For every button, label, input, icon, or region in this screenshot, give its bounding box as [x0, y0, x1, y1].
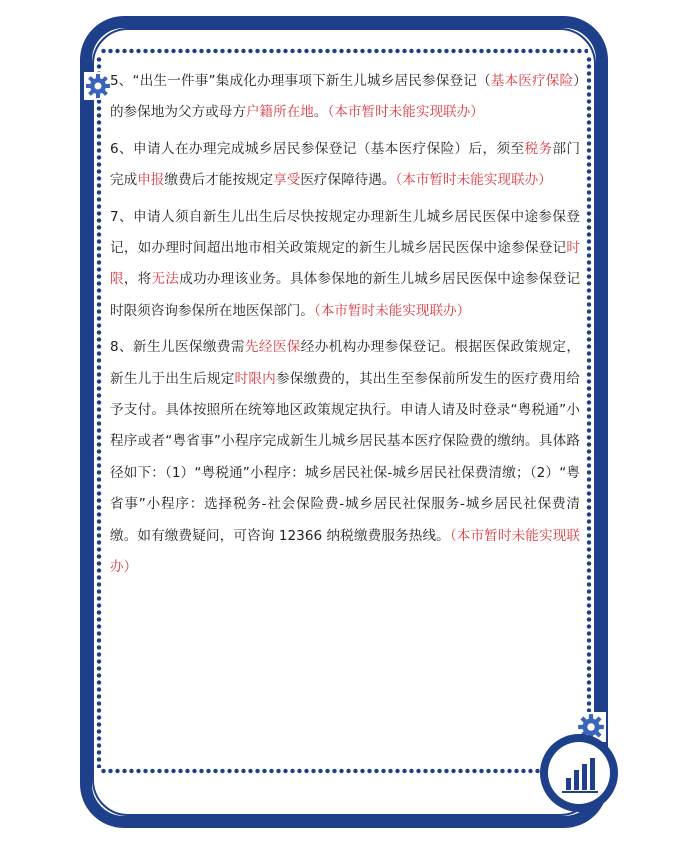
dotted-border-left — [96, 56, 102, 768]
highlight-text: 无法 — [151, 271, 180, 288]
body-text: 8、新生儿医保缴费需 — [110, 339, 245, 356]
highlight-text: （本市暂时未能实现联办） — [110, 527, 580, 576]
dotted-border-top — [100, 48, 588, 54]
paragraph-item-5 — [110, 66, 580, 129]
body-text: 参保缴费的，其出生至参保前所发生的医疗费用给予支付。具体按照所在统筹地区政策规定执行。申请人请及时登录“粤税通”小程序或者“粤省事”小程序完成新生儿城乡居民基本医疗保险费的缴纳。具体路径如下：（1）“粤税通”小程序：城乡居民社保-城乡居民社保费清缴；（2）“粤省事”小程序：选择税务-社会保险费-城乡居民社保服务-城乡居民社保费清缴。如有缴费疑问，可咨询 12366 纳税缴费服务热线。 — [110, 370, 581, 544]
highlight-text: 时限 — [110, 240, 580, 288]
highlight-text: （本市暂时未能实现联办） — [327, 104, 484, 121]
body-text: 部门完成 — [110, 140, 581, 189]
body-text: 。 — [313, 104, 328, 121]
body-text: 7、申请人须自新生儿出生后尽快按规定办理新生儿城乡居民医保中途参保登记，如办理时间超出地市相关政策规定的新生儿城乡居民医保中途参保登记 — [110, 208, 580, 257]
body-text: ，将 — [123, 271, 152, 288]
paragraph-item-6 — [110, 134, 580, 197]
highlight-text: 时限内 — [234, 370, 276, 387]
paragraph-item-7 — [110, 202, 580, 328]
highlight-text: 享受 — [273, 172, 301, 189]
highlight-text: 税务 — [524, 140, 553, 157]
body-text: 5、“出生一件事”集成化办理事项下新生儿城乡居民参保登记（ — [110, 73, 491, 89]
highlight-text: 户籍所在地 — [245, 104, 314, 121]
body-text: ）的参保地为父方或母方 — [110, 73, 580, 121]
highlight-text: （本市暂时未能实现联办） — [313, 302, 471, 319]
bar-chart-icon — [540, 734, 618, 812]
notice-content — [110, 66, 580, 589]
body-text: 6、申请人在办理完成城乡居民参保登记（基本医疗保险）后，须至 — [110, 140, 525, 157]
highlight-text: 先经医保 — [244, 339, 301, 356]
paragraph-item-8 — [110, 332, 580, 583]
body-text: 医疗保障待遇。 — [300, 172, 396, 189]
body-text: 经办机构办理参保登记。根据医保政策规定，新生儿于出生后规定 — [110, 339, 580, 387]
dotted-border-bottom — [100, 768, 588, 774]
body-text: 缴费后才能按规定 — [164, 172, 274, 189]
dotted-border-right — [586, 56, 592, 768]
highlight-text: （本市暂时未能实现联办） — [395, 172, 552, 189]
gear-icon — [84, 72, 112, 100]
body-text: 成功办理该业务。具体参保地的新生儿城乡居民医保中途参保登记时限须咨询参保所在地医保部门。 — [110, 271, 581, 319]
highlight-text: 基本医疗保险 — [490, 73, 574, 89]
highlight-text: 申报 — [137, 172, 165, 189]
